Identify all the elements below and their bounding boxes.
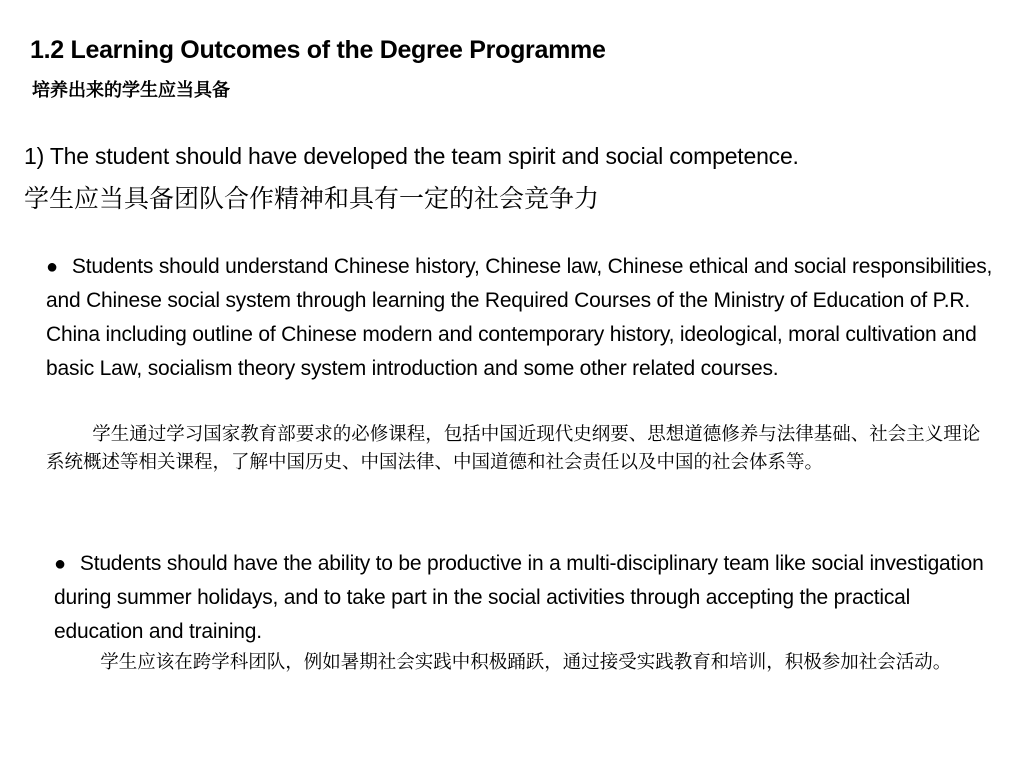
bullet-text-en: Students should have the ability to be productive in a multi-disciplinary team like social investigation during summer holidays, and to take part in the social activities through accepting the practical education and training.: [54, 552, 984, 643]
bullet-item-history: [46, 250, 996, 386]
bullet-icon: ●: [54, 553, 66, 575]
bullet-item-teamwork: [54, 547, 984, 649]
bullet-text-en: Students should understand Chinese history, Chinese law, Chinese ethical and social responsibilities, and Chinese social system through learning the Required Courses of the Ministry of Education of P.R. China including outline of Chinese modern and contemporary history, ideological, moral cultivation and basic Law, socialism theory system introduction and some other related courses.: [46, 255, 993, 380]
point-heading-zh: 学生应当具备团队合作精神和具有一定的社会竞争力: [24, 184, 600, 213]
section-subtitle: 培养出来的学生应当具备: [32, 80, 230, 101]
section-title: 1.2 Learning Outcomes of the Degree Programme: [30, 36, 606, 64]
bullet-text-zh: 学生应该在跨学科团队，例如暑期社会实践中积极踊跃，通过接受实践教育和培训，积极参加社会活动。: [100, 652, 952, 673]
bullet-icon: ●: [46, 256, 58, 278]
bullet-text-zh: 学生通过学习国家教育部要求的必修课程，包括中国近现代史纲要、思想道德修养与法律基础、社会主义理论系统概述等相关课程，了解中国历史、中国法律、中国道德和社会责任以及中国的社会体系等。: [46, 424, 981, 473]
point-heading-en: 1) The student should have developed the team spirit and social competence.: [24, 143, 799, 169]
